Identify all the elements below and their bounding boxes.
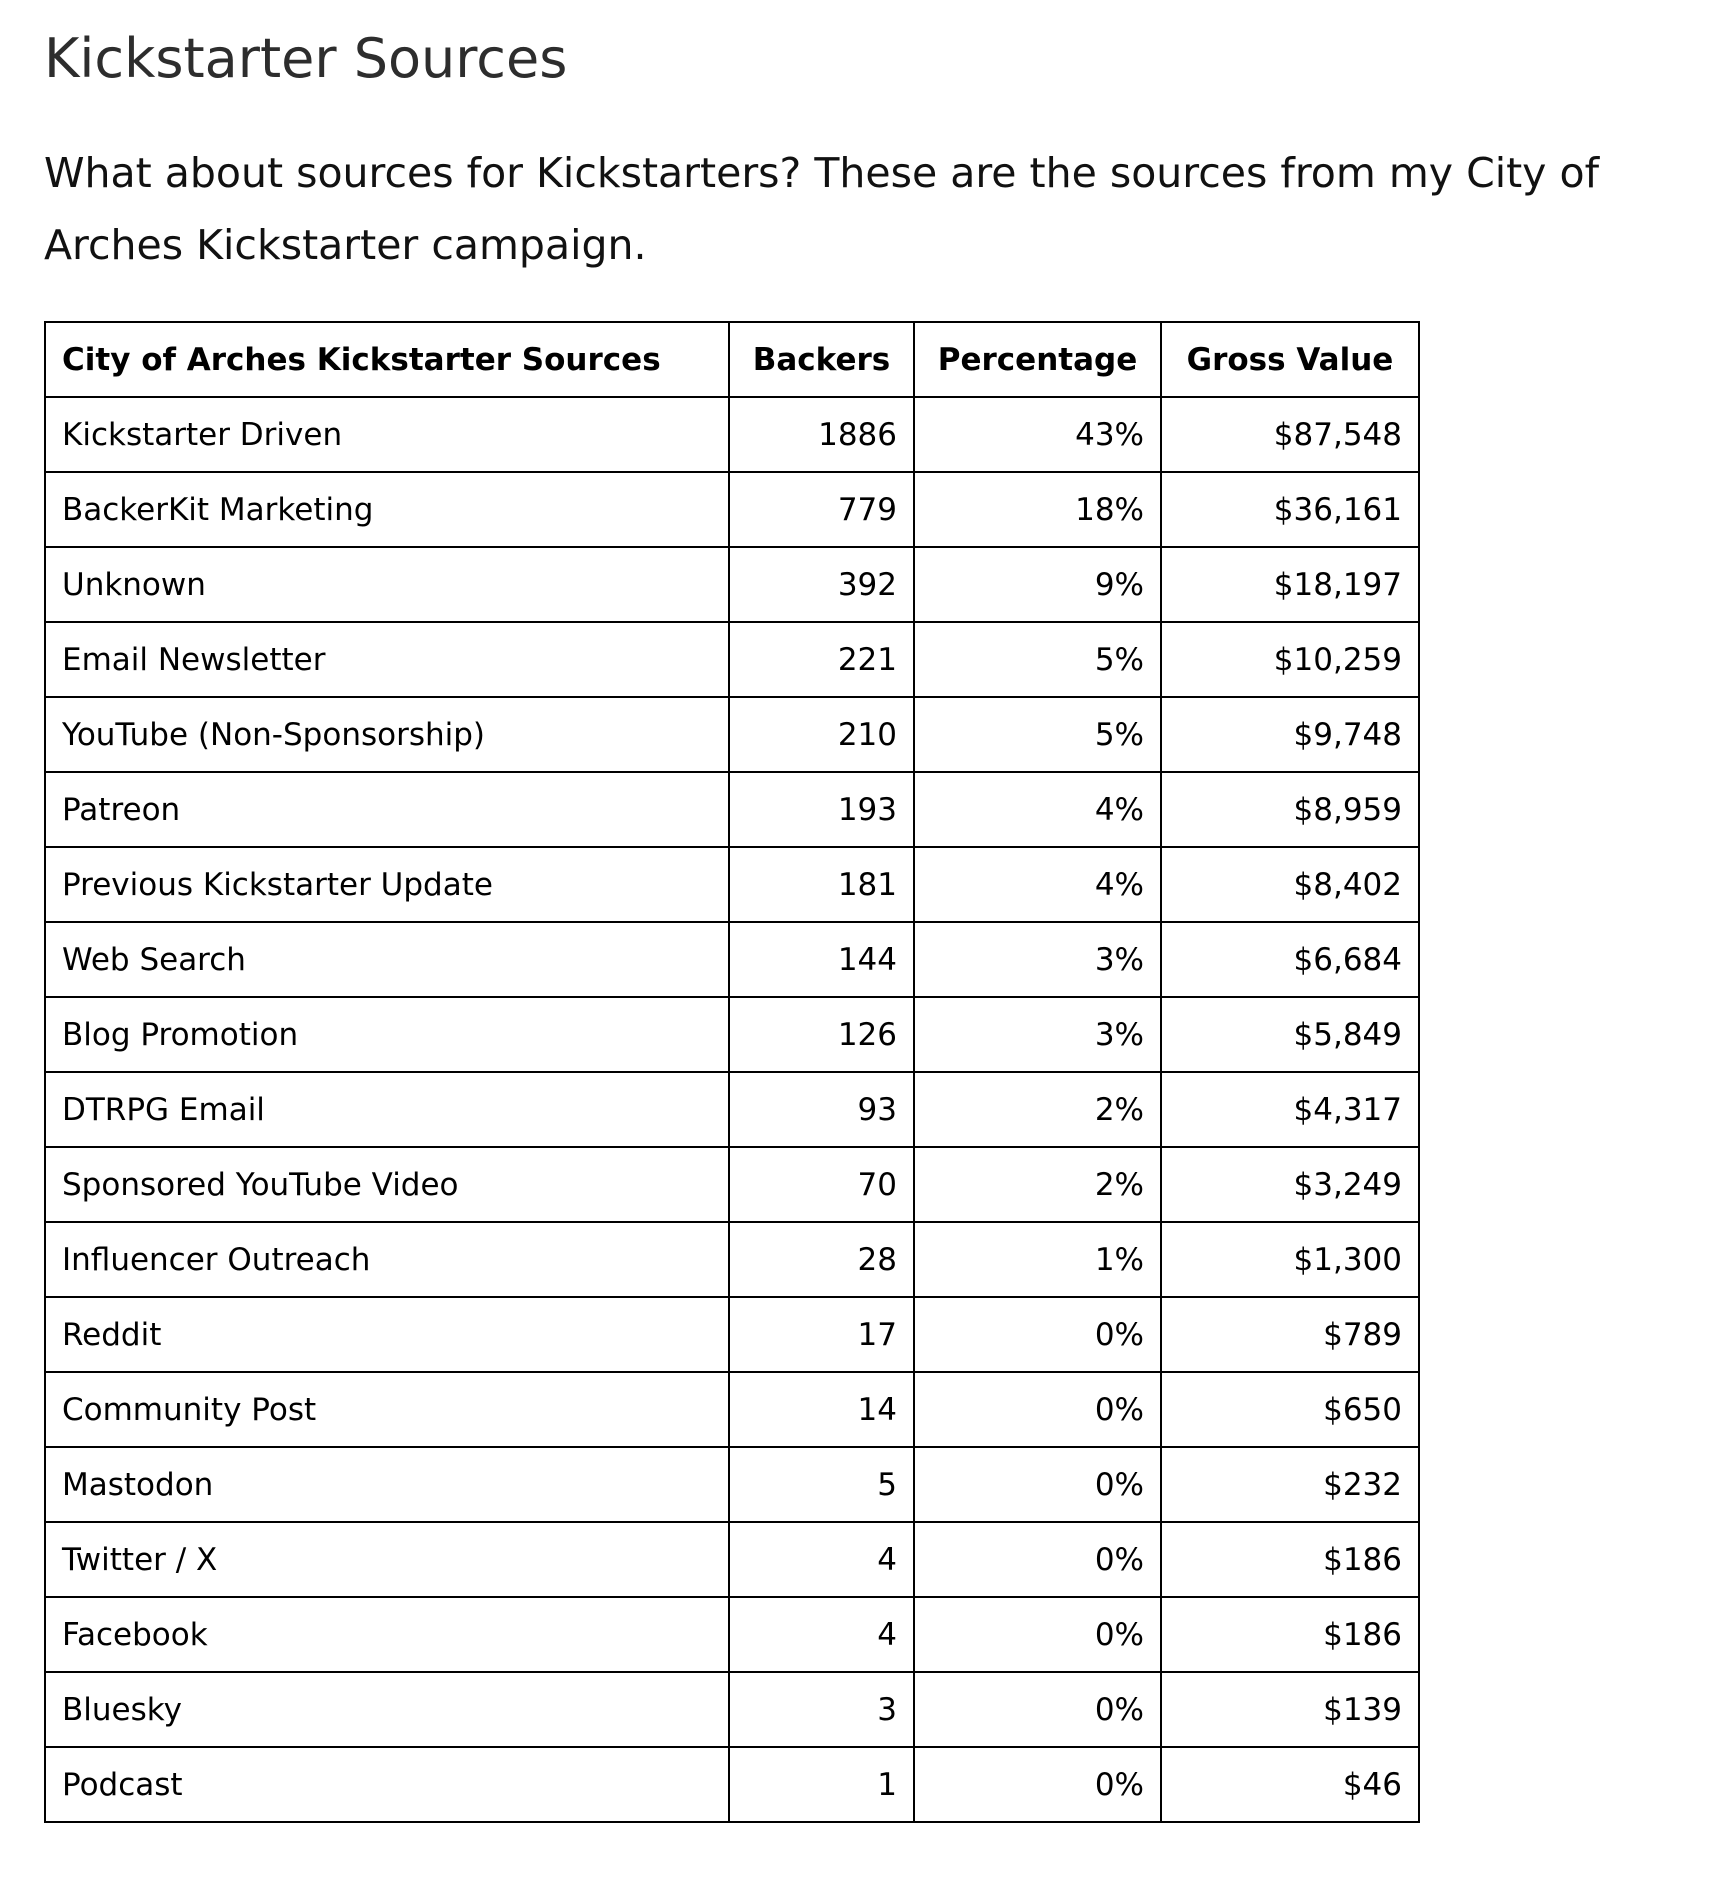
cell-gross-value: $1,300 bbox=[1161, 1222, 1419, 1297]
cell-source: Email Newsletter bbox=[45, 622, 729, 697]
cell-percentage: 18% bbox=[914, 472, 1161, 547]
cell-gross-value: $186 bbox=[1161, 1522, 1419, 1597]
cell-source: YouTube (Non-Sponsorship) bbox=[45, 697, 729, 772]
cell-backers: 126 bbox=[729, 997, 914, 1072]
table-row bbox=[45, 1672, 1419, 1747]
intro-paragraph: What about sources for Kickstarters? These are the sources from my City of Arches Kickstarter campaign. bbox=[44, 149, 1599, 269]
cell-gross-value: $87,548 bbox=[1161, 397, 1419, 472]
table-row bbox=[45, 1522, 1419, 1597]
cell-backers: 4 bbox=[729, 1522, 914, 1597]
table-row bbox=[45, 622, 1419, 697]
table-row bbox=[45, 1297, 1419, 1372]
cell-gross-value: $5,849 bbox=[1161, 997, 1419, 1072]
cell-percentage: 0% bbox=[914, 1747, 1161, 1822]
cell-source: Twitter / X bbox=[45, 1522, 729, 1597]
cell-percentage: 5% bbox=[914, 697, 1161, 772]
cell-backers: 144 bbox=[729, 922, 914, 997]
cell-percentage: 0% bbox=[914, 1372, 1161, 1447]
cell-gross-value: $4,317 bbox=[1161, 1072, 1419, 1147]
cell-gross-value: $18,197 bbox=[1161, 547, 1419, 622]
table-row bbox=[45, 1372, 1419, 1447]
cell-percentage: 0% bbox=[914, 1522, 1161, 1597]
cell-percentage: 3% bbox=[914, 997, 1161, 1072]
cell-source: Previous Kickstarter Update bbox=[45, 847, 729, 922]
cell-backers: 392 bbox=[729, 547, 914, 622]
cell-backers: 3 bbox=[729, 1672, 914, 1747]
cell-percentage: 2% bbox=[914, 1072, 1161, 1147]
cell-gross-value: $10,259 bbox=[1161, 622, 1419, 697]
cell-gross-value: $3,249 bbox=[1161, 1147, 1419, 1222]
cell-percentage: 5% bbox=[914, 622, 1161, 697]
table-row bbox=[45, 697, 1419, 772]
cell-source: Influencer Outreach bbox=[45, 1222, 729, 1297]
cell-percentage: 3% bbox=[914, 922, 1161, 997]
cell-gross-value: $232 bbox=[1161, 1447, 1419, 1522]
cell-backers: 14 bbox=[729, 1372, 914, 1447]
cell-backers: 210 bbox=[729, 697, 914, 772]
cell-source: Unknown bbox=[45, 547, 729, 622]
cell-backers: 70 bbox=[729, 1147, 914, 1222]
column-header-gross-value: Gross Value bbox=[1161, 322, 1419, 397]
cell-backers: 193 bbox=[729, 772, 914, 847]
cell-source: DTRPG Email bbox=[45, 1072, 729, 1147]
table-row bbox=[45, 847, 1419, 922]
cell-gross-value: $8,402 bbox=[1161, 847, 1419, 922]
cell-source: Podcast bbox=[45, 1747, 729, 1822]
cell-backers: 93 bbox=[729, 1072, 914, 1147]
kickstarter-sources-table bbox=[44, 321, 1420, 1823]
cell-gross-value: $6,684 bbox=[1161, 922, 1419, 997]
cell-source: Bluesky bbox=[45, 1672, 729, 1747]
cell-percentage: 2% bbox=[914, 1147, 1161, 1222]
article-body bbox=[0, 27, 1712, 1823]
cell-backers: 1 bbox=[729, 1747, 914, 1822]
cell-percentage: 4% bbox=[914, 847, 1161, 922]
cell-percentage: 43% bbox=[914, 397, 1161, 472]
column-header-percentage: Percentage bbox=[914, 322, 1161, 397]
column-header-sources: City of Arches Kickstarter Sources bbox=[45, 322, 729, 397]
column-header-backers: Backers bbox=[729, 322, 914, 397]
cell-percentage: 0% bbox=[914, 1672, 1161, 1747]
cell-backers: 5 bbox=[729, 1447, 914, 1522]
table-row bbox=[45, 1747, 1419, 1822]
cell-source: Mastodon bbox=[45, 1447, 729, 1522]
page-title: Kickstarter Sources bbox=[44, 27, 568, 90]
table-row bbox=[45, 397, 1419, 472]
cell-source: Community Post bbox=[45, 1372, 729, 1447]
table-row bbox=[45, 1147, 1419, 1222]
cell-backers: 221 bbox=[729, 622, 914, 697]
table-row bbox=[45, 997, 1419, 1072]
cell-source: Patreon bbox=[45, 772, 729, 847]
table-row bbox=[45, 472, 1419, 547]
table-row bbox=[45, 922, 1419, 997]
cell-source: Blog Promotion bbox=[45, 997, 729, 1072]
cell-source: Kickstarter Driven bbox=[45, 397, 729, 472]
cell-percentage: 9% bbox=[914, 547, 1161, 622]
cell-percentage: 0% bbox=[914, 1297, 1161, 1372]
cell-source: Facebook bbox=[45, 1597, 729, 1672]
cell-source: Sponsored YouTube Video bbox=[45, 1147, 729, 1222]
cell-backers: 17 bbox=[729, 1297, 914, 1372]
cell-percentage: 0% bbox=[914, 1447, 1161, 1522]
cell-gross-value: $789 bbox=[1161, 1297, 1419, 1372]
table-row bbox=[45, 1597, 1419, 1672]
cell-gross-value: $8,959 bbox=[1161, 772, 1419, 847]
table-row bbox=[45, 1447, 1419, 1522]
cell-percentage: 1% bbox=[914, 1222, 1161, 1297]
cell-gross-value: $46 bbox=[1161, 1747, 1419, 1822]
cell-percentage: 4% bbox=[914, 772, 1161, 847]
cell-gross-value: $186 bbox=[1161, 1597, 1419, 1672]
cell-source: Reddit bbox=[45, 1297, 729, 1372]
cell-gross-value: $139 bbox=[1161, 1672, 1419, 1747]
cell-gross-value: $36,161 bbox=[1161, 472, 1419, 547]
cell-gross-value: $9,748 bbox=[1161, 697, 1419, 772]
cell-backers: 779 bbox=[729, 472, 914, 547]
cell-source: Web Search bbox=[45, 922, 729, 997]
cell-backers: 1886 bbox=[729, 397, 914, 472]
table-row bbox=[45, 547, 1419, 622]
table-row bbox=[45, 1222, 1419, 1297]
cell-backers: 4 bbox=[729, 1597, 914, 1672]
table-row bbox=[45, 1072, 1419, 1147]
cell-gross-value: $650 bbox=[1161, 1372, 1419, 1447]
cell-source: BackerKit Marketing bbox=[45, 472, 729, 547]
cell-backers: 181 bbox=[729, 847, 914, 922]
table-header-row bbox=[45, 322, 1419, 397]
table-row bbox=[45, 772, 1419, 847]
cell-percentage: 0% bbox=[914, 1597, 1161, 1672]
cell-backers: 28 bbox=[729, 1222, 914, 1297]
